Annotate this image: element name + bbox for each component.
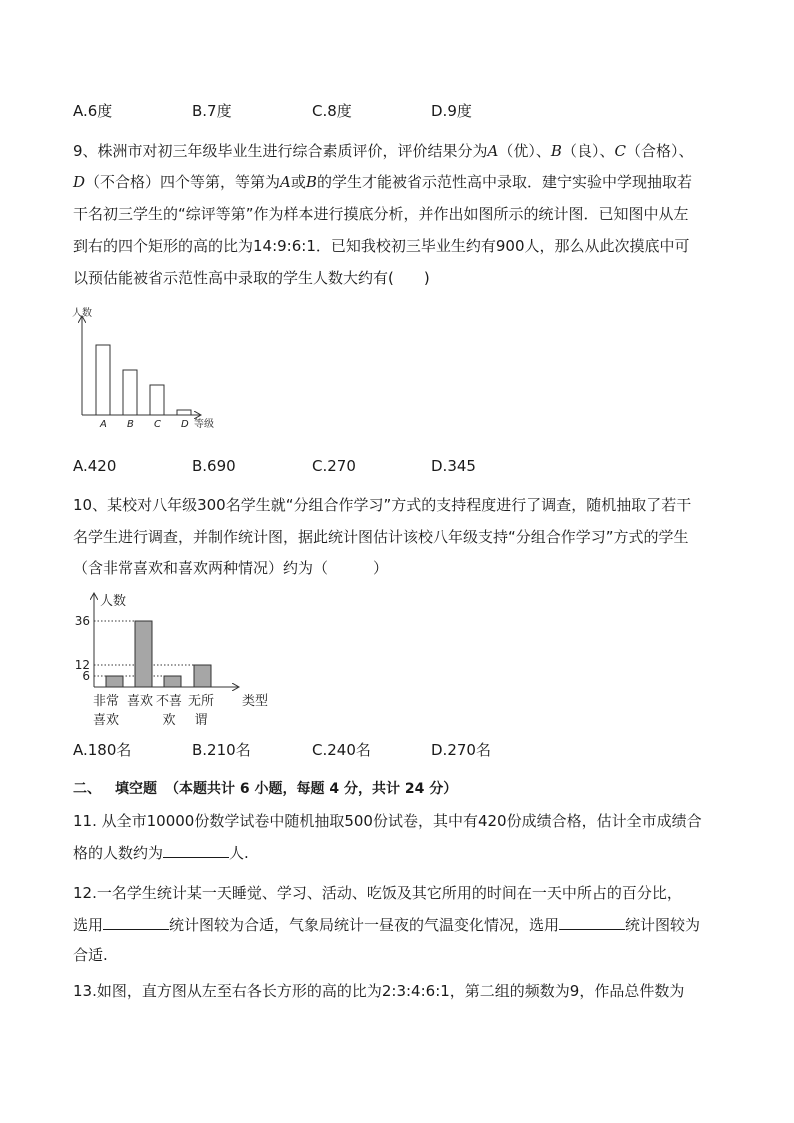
q8-option-b: B.7度 xyxy=(192,102,232,120)
section-2-heading xyxy=(73,779,457,799)
q10-category-label: 喜欢 xyxy=(126,694,154,709)
q11-line-2 xyxy=(73,843,249,863)
q9-category-label: D xyxy=(181,419,189,430)
q12-text: 选用 xyxy=(73,916,104,934)
q10-category-label: 喜欢 xyxy=(92,713,120,728)
q10-bar xyxy=(135,621,152,687)
q9-line-4: 到右的四个矩形的高的比为14:9:6:1．已知我校初三毕业生约有900人，那么从此次摸底中可 xyxy=(73,237,690,255)
q10-category-label: 谓 xyxy=(194,713,208,728)
q10-y-axis-label: 人数 xyxy=(100,594,127,609)
q9-bar-b xyxy=(123,370,137,415)
q9-y-axis-label: 人数 xyxy=(72,308,92,319)
q10-line-1: 10、某校对八年级300名学生就“分组合作学习”方式的支持程度进行了调查，随机抽取了若干 xyxy=(73,496,692,514)
q9-option-c: C.270 xyxy=(312,457,356,475)
q10-line-3: （含非常喜欢和喜欢两种情况）约为（ ） xyxy=(73,559,389,577)
q9-var-d: D xyxy=(73,173,86,191)
q9-option-d: D.345 xyxy=(431,457,476,475)
section-number: 二、 xyxy=(73,781,101,797)
q10-tick-label: 36 xyxy=(74,614,90,628)
q11-text: 人. xyxy=(229,844,249,862)
q9-var-a: A xyxy=(487,142,499,160)
q9-var-c: C xyxy=(614,142,626,160)
q10-x-axis-label: 类型 xyxy=(242,694,269,709)
q12-answer-blank-2[interactable] xyxy=(559,915,625,930)
q9-option-a: A.420 xyxy=(73,457,117,475)
q10-category-label: 不喜 xyxy=(155,694,183,709)
q9-category-label: B xyxy=(127,419,134,430)
q10-tick-label: 12 xyxy=(74,658,90,672)
q10-support-bar-chart xyxy=(70,590,290,730)
q11-answer-blank[interactable] xyxy=(163,843,229,858)
q9-var-a: A xyxy=(280,173,291,191)
section-description: （本题共计 6 小题，每题 4 分，共计 24 分） xyxy=(165,781,458,797)
q10-option-c: C.240名 xyxy=(312,741,371,759)
q9-bar-c xyxy=(150,385,164,415)
q12-line-3: 合适. xyxy=(73,946,108,964)
q13-line-1: 13.如图，直方图从左至右各长方形的高的比为2:3:4:6:1，第二组的频数为9，作品总件数为 xyxy=(73,982,685,1000)
q10-option-d: D.270名 xyxy=(431,741,491,759)
q12-text: 统计图较为 xyxy=(625,916,701,934)
q11-text: 格的人数约为 xyxy=(73,844,164,862)
q9-line-3: 干名初三学生的“综评等第”作为样本进行摸底分析，并作出如图所示的统计图．已知图中从左 xyxy=(73,205,689,223)
q9-text: （不合格）四个等第，等第为 xyxy=(85,173,281,191)
q9-text: （合格）、 xyxy=(625,142,694,160)
q8-option-c: C.8度 xyxy=(312,102,352,120)
q10-bar xyxy=(194,665,211,687)
q9-text: 9、株洲市对初三年级毕业生进行综合素质评价，评价结果分为 xyxy=(73,142,488,160)
q9-line-5: 以预估能被省示范性高中录取的学生人数大约有( ) xyxy=(73,269,430,287)
q9-text: （良）、 xyxy=(561,142,615,160)
q9-bar-d xyxy=(177,410,191,415)
q9-grade-bar-chart xyxy=(70,303,230,433)
q10-bar xyxy=(164,676,181,687)
q9-line-2 xyxy=(73,172,692,192)
q9-var-b: B xyxy=(550,142,562,160)
q11-line-1: 11. 从全市10000份数学试卷中随机抽取500份试卷，其中有420份成绩合格，估计全市成绩合 xyxy=(73,812,702,830)
q12-text: 统计图较为合适，气象局统计一昼夜的气温变化情况，选用 xyxy=(169,916,560,934)
q10-category-label: 非常 xyxy=(92,694,120,709)
q9-text: 或 xyxy=(290,173,306,191)
q9-category-label: A xyxy=(100,419,107,430)
q10-category-label: 欢 xyxy=(162,713,176,728)
q12-line-1: 12.一名学生统计某一天睡觉、学习、活动、吃饭及其它所用的时间在一天中所占的百分比， xyxy=(73,884,682,902)
q9-line-1 xyxy=(73,141,693,161)
q9-category-label: C xyxy=(154,419,161,430)
q10-option-b: B.210名 xyxy=(192,741,251,759)
q10-option-a: A.180名 xyxy=(73,741,132,759)
q8-option-d: D.9度 xyxy=(431,102,472,120)
q9-text: （优）、 xyxy=(498,142,551,160)
q9-x-axis-label: 等级 xyxy=(194,419,214,430)
q9-option-b: B.690 xyxy=(192,457,236,475)
q9-var-b: B xyxy=(305,173,317,191)
q10-category-label: 无所 xyxy=(187,694,215,709)
q10-line-2: 名学生进行调查，并制作统计图，据此统计图估计该校八年级支持“分组合作学习”方式的学生 xyxy=(73,528,689,546)
section-title: 填空题 xyxy=(115,781,157,797)
q9-bar-a xyxy=(96,345,110,415)
q12-line-2 xyxy=(73,915,700,935)
q12-answer-blank-1[interactable] xyxy=(103,915,169,930)
q8-option-a: A.6度 xyxy=(73,102,113,120)
q10-bar xyxy=(106,676,123,687)
q10-tick-label: 6 xyxy=(82,669,90,683)
q9-text: 的学生才能被省示范性高中录取．建宁实验中学现抽取若 xyxy=(316,173,692,191)
